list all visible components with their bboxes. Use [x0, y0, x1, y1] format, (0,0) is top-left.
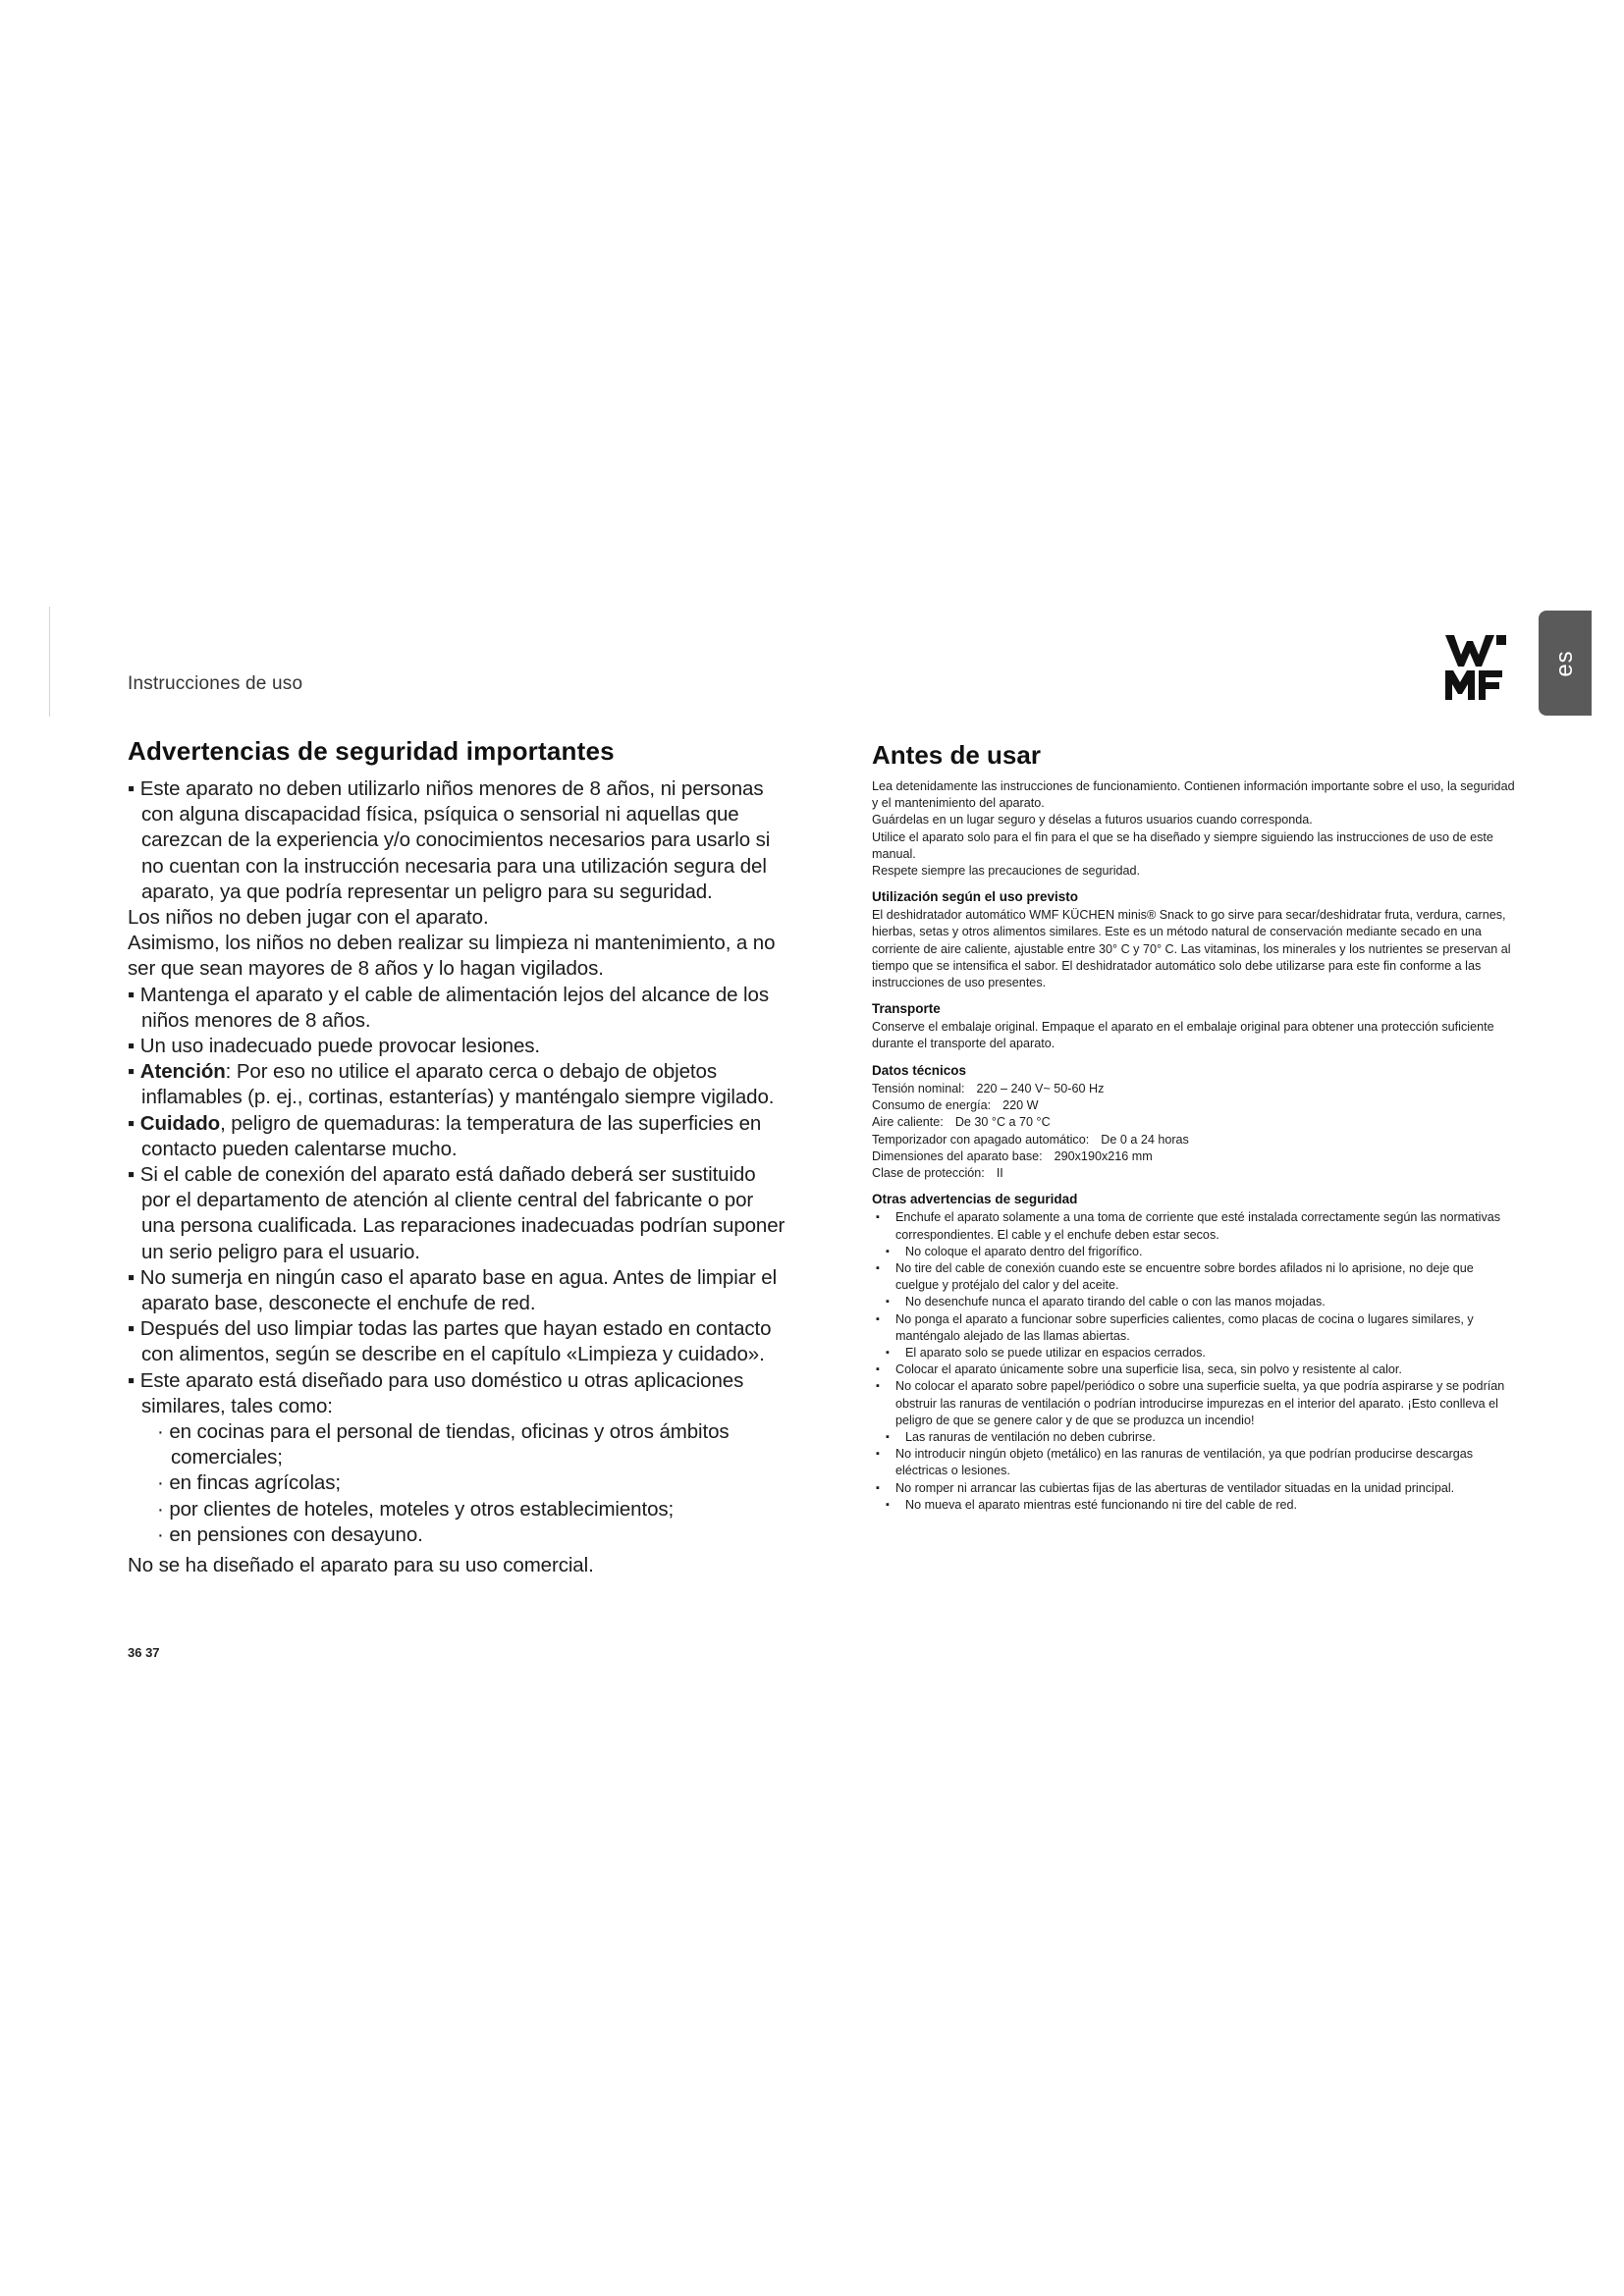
spec-value: De 30 °C a 70 °C [954, 1115, 1051, 1130]
list-item: ▪ Enchufe el aparato solamente a una toma de corriente que esté instalada correctamente según las normativas correspondientes. El cable y el enchufe deben estar secos. [872, 1209, 1520, 1243]
list-item: ▪ El aparato solo se puede utilizar en espacios cerrados. [872, 1345, 1520, 1362]
spec-row: Clase de protección: II [872, 1165, 1520, 1182]
intended-use-text: El deshidratador automático WMF KÜCHEN minis® Snack to go sirve para secar/deshidratar fruta, verdura, carnes, hierbas, setas y otros alimentos similares. Este es un método natural de conservación mediante secado en una corriente de aire caliente, ajustable entre 30° C y 70° C. Las vitaminas, los minerales y los nutrientes se preservan al tiempo que se intensifica el sabor. El deshidratador automático solo debe utilizarse para este fin conforme a las instrucciones de uso presentes. [872, 908, 1511, 990]
safety-warnings-column [128, 736, 787, 1578]
list-item: · en pensiones con desayuno. [157, 1522, 423, 1546]
spec-value: II [996, 1166, 1003, 1181]
warning-children: ▪ Este aparato no deben utilizarlo niños menores de 8 años, ni personas con alguna discapacidad física, psíquica o sensorial ni aquellas que carezcan de la experiencia y/o conocimientos necesarios para usarlo si no cuentan con la instrucción necesaria para una utilización segura del aparato, ya que podría representar un peligro para su seguridad. [128, 777, 771, 903]
warning-commercial: No se ha diseñado el aparato para su uso comercial. [128, 1554, 594, 1577]
safety-title: Advertencias de seguridad importantes [128, 736, 615, 766]
spec-row: Tensión nominal: 220 – 240 V~ 50-60 Hz [872, 1081, 1520, 1097]
intro-text: Guárdelas en un lugar seguro y déselas a futuros usuarios cuando corresponda. [872, 813, 1313, 828]
burns-label: Cuidado [139, 1111, 221, 1135]
list-item: ▪ No mueva el aparato mientras esté funcionando ni tire del cable de red. [872, 1497, 1520, 1514]
attention-label: Atención [139, 1060, 226, 1084]
warning-water: ▪ No sumerja en ningún caso el aparato base en agua. Antes de limpiar el aparato base, desconecte el enchufe de red. [128, 1265, 778, 1315]
spec-row: Aire caliente: De 30 °C a 70 °C [872, 1114, 1520, 1131]
warning-cable-reach: ▪ Mantenga el aparato y el cable de alimentación lejos del alcance de los niños menores de 8 años. [128, 983, 769, 1032]
page-numbers: 36 37 [128, 1645, 160, 1660]
warning-children-play: Los niños no deben jugar con el aparato. [128, 906, 489, 930]
technical-data-heading: Datos técnicos [872, 1062, 967, 1078]
other-warnings-heading: Otras advertencias de seguridad [872, 1192, 1078, 1207]
list-item: ▪ Las ranuras de ventilación no deben cubrirse. [872, 1429, 1520, 1446]
other-warnings-list [872, 1209, 1520, 1514]
intro-text: Lea detenidamente las instrucciones de funcionamiento. Contienen información importante sobre el uso, la seguridad y el mantenimiento del aparato. [872, 779, 1515, 811]
warning-burns: ▪ Cuidado, peligro de quemaduras: la temperatura de las superficies en contacto pueden calentarse mucho. [128, 1111, 762, 1160]
spec-value: 220 W [1002, 1097, 1039, 1112]
language-tab-label: es [1551, 649, 1578, 677]
warning-cleaning: ▪ Después del uso limpiar todas las partes que hayan estado en contacto con alimentos, según se describe en el capítulo «Limpieza y cuidado». [128, 1317, 772, 1366]
margin-rule [49, 607, 50, 717]
transport-text: Conserve el embalaje original. Empaque el aparato en el embalaje original para obtener una protección suficiente durante el transporte del aparato. [872, 1020, 1494, 1051]
warning-domestic-use: ▪ Este aparato está diseñado para uso doméstico u otras aplicaciones similares, tales como: [128, 1368, 744, 1417]
list-item: ▪ Colocar el aparato únicamente sobre una superficie lisa, seca, sin polvo y resistente al calor. [872, 1362, 1520, 1378]
wmf-logo-icon [1443, 633, 1508, 702]
spec-row: Dimensiones del aparato base: 290x190x216 mm [872, 1148, 1520, 1165]
list-item: ▪ No romper ni arrancar las cubiertas fijas de las aberturas de ventilador situadas en la unidad principal. [872, 1480, 1520, 1497]
list-item: · en fincas agrícolas; [157, 1471, 341, 1495]
before-use-column [872, 740, 1520, 1514]
spec-value: 220 – 240 V~ 50-60 Hz [976, 1081, 1105, 1095]
language-tab [1539, 611, 1592, 716]
warning-children-cleaning: Asimismo, los niños no deben realizar su limpieza ni mantenimiento, a no ser que sean mayores de 8 años y lo hagan vigilados. [128, 932, 776, 981]
list-item: ▪ No introducir ningún objeto (metálico) en las ranuras de ventilación, ya que podrían producirse descargas eléctricas o lesiones. [872, 1446, 1520, 1479]
intro-text: Respete siempre las precauciones de seguridad. [872, 864, 1141, 879]
spec-value: De 0 a 24 horas [1101, 1132, 1189, 1147]
intended-use-heading: Utilización según el uso previsto [872, 889, 1079, 905]
spec-row: Consumo de energía: 220 W [872, 1097, 1520, 1114]
transport-heading: Transporte [872, 1001, 941, 1017]
list-item: ▪ No coloque el aparato dentro del frigorífico. [872, 1244, 1520, 1260]
list-item: · en cocinas para el personal de tiendas, oficinas y otros ámbitos comerciales; [157, 1420, 730, 1469]
spec-value: 290x190x216 mm [1054, 1148, 1153, 1163]
list-item: ▪ No ponga el aparato a funcionar sobre superficies calientes, como placas de cocina o lugares similares, y manténgalo alejado de las llamas abiertas. [872, 1311, 1520, 1345]
warning-attention: ▪ Atención: Por eso no utilice el aparato cerca o debajo de objetos inflamables (p. ej., cortinas, estanterías) y manténgalo siempre vigilado. [128, 1060, 775, 1109]
list-item: ▪ No tire del cable de conexión cuando este se encuentre sobre bordes afilados ni lo aprisione, no deje que cuelgue y protéjalo del calor y del aceite. [872, 1260, 1520, 1294]
list-item: ▪ No desenchufe nunca el aparato tirando del cable o con las manos mojadas. [872, 1294, 1520, 1310]
intro-text: Utilice el aparato solo para el fin para el que se ha diseñado y siempre siguiendo las instrucciones de uso de este manual. [872, 829, 1493, 861]
warning-misuse: ▪ Un uso inadecuado puede provocar lesiones. [128, 1035, 540, 1058]
list-item: ▪ No colocar el aparato sobre papel/periódico o sobre una superficie suelta, ya que podría aspirarse y se podrían obstruir las ranuras de ventilación o podrían introducirse impurezas en el interior del aparato. ¡Esto conlleva el peligro de que se genere calor y de que se produzca un incendio! [872, 1378, 1520, 1429]
before-use-title: Antes de usar [872, 740, 1041, 770]
list-item: · por clientes de hoteles, moteles y otros establecimientos; [157, 1497, 675, 1521]
warning-damaged-cable: ▪ Si el cable de conexión del aparato está dañado deberá ser sustituido por el departamento de atención al cliente central del fabricante o por una persona cualificada. Las reparaciones inadecuadas podrían suponer un serio peligro para el usuario. [128, 1163, 785, 1263]
spec-row: Temporizador con apagado automático: De 0 a 24 horas [872, 1132, 1520, 1148]
running-head: Instrucciones de uso [128, 673, 303, 694]
